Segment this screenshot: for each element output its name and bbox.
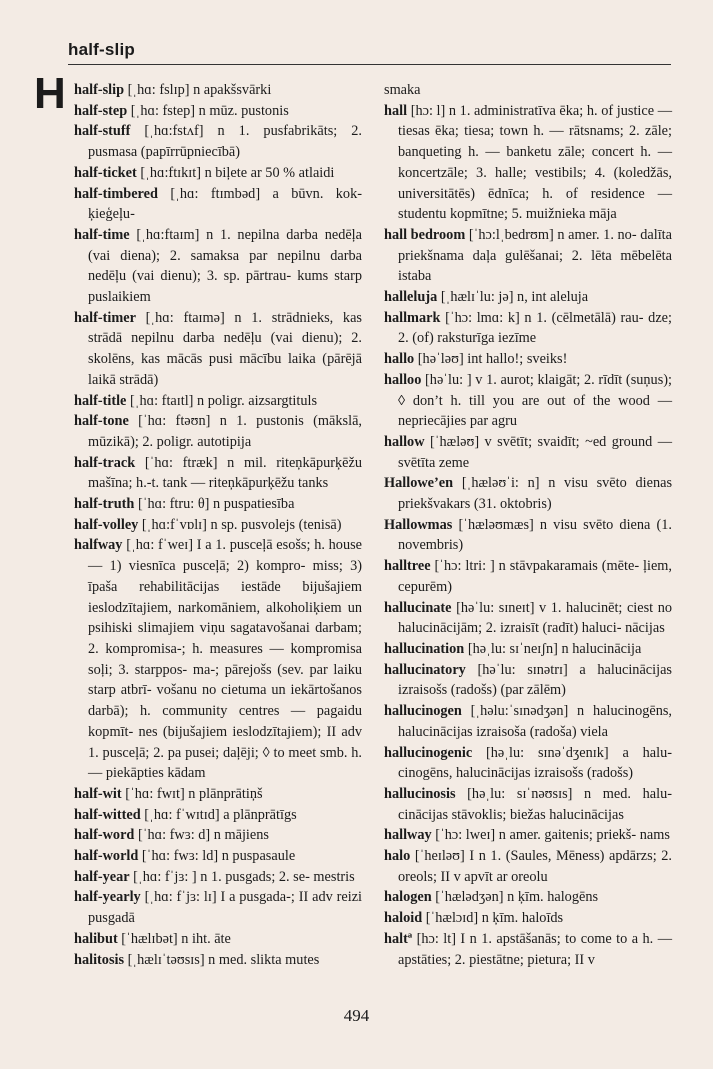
entry-headword: halo	[384, 848, 411, 865]
dictionary-entry	[74, 784, 362, 805]
dictionary-entry	[74, 825, 362, 846]
header-rule	[68, 64, 671, 65]
dictionary-entry	[384, 743, 672, 784]
entry-headword: half-timer	[74, 309, 136, 326]
entry-definition: [həˌlu: sɪnəˈdʒenɪk] a halu- cinogēns, halucinācijas izraisošs (radošs)	[398, 744, 672, 782]
entry-definition: [ˌhɑ: ftɪmbəd] a būvn. kok- ķieģeļu-	[88, 185, 362, 223]
entry-definition: [ˈhæləʊmæs] n visu svēto diena (1. novembris)	[398, 516, 672, 554]
entry-headword: halibut	[74, 930, 118, 947]
dictionary-entry	[74, 308, 362, 391]
entry-headword: hallucinatory	[384, 661, 466, 678]
entry-headword: hallucinogenic	[384, 744, 473, 761]
dictionary-entry	[74, 929, 362, 950]
entry-headword: hallucinosis	[384, 785, 456, 802]
entry-definition: [ˌhɑ: fslɪp] n apakšsvārki	[127, 82, 272, 98]
entry-definition: [ˈhɔ: ltri: ] n stāvpakaramais (mēte- ļiem, cepurēm)	[398, 558, 672, 595]
dictionary-entry	[384, 101, 672, 225]
entry-headword: hallo	[384, 351, 415, 368]
entry-headword: half-world	[74, 848, 139, 865]
dictionary-entry	[74, 411, 362, 452]
entry-definition: [ˈhælɔɪd] n ķīm. haloīds	[425, 910, 564, 927]
entry-headword: half-volley	[74, 516, 139, 533]
entry-headword: Hallowmas	[384, 516, 453, 533]
dictionary-entry	[74, 225, 362, 308]
entry-definition: [ˈhɔ: lmɑ: k] n 1. (cēlmetālā) rau- dze; 2. (of) raksturīga iezīme	[398, 309, 672, 347]
dictionary-entry	[384, 660, 672, 701]
dictionary-entry	[384, 908, 672, 929]
entry-definition: [ˌhælɪˈlu: jə] n, int aleluja	[440, 289, 589, 306]
entry-headword: half-step	[74, 102, 128, 119]
left-column	[74, 80, 362, 970]
dictionary-entry	[384, 639, 672, 660]
entry-definition: [hɔ: l] n 1. administratīva ēka; h. of justice — tiesas ēka; tiesa; town h. — rātsnams; 2. zāle; banqueting h. — banketu zāle; concert h. — koncertzāle; 3. halle; vestibils; 4. (koledžās, universitātēs) ēdnīca; h. of residence — studentu kopmītne; 5. muižnieka māja	[398, 102, 672, 223]
entry-definition: [ˈhɑ: fwɪt] n plānprātiņš	[125, 785, 263, 802]
entry-headword: hallucinogen	[384, 703, 462, 720]
dictionary-entry	[74, 515, 362, 536]
entry-definition: [həˈlu: sɪnətrɪ] a halucinācijas izraisošs (radošs) (par zālēm)	[398, 661, 672, 699]
entry-headword: half-witted	[74, 806, 141, 823]
entry-definition: [ˌhɑ: fˈjɜ: ] n 1. pusgads; 2. se- mestris	[133, 868, 355, 885]
right-column	[384, 80, 672, 970]
entry-definition: [ˌhɑ:fstʌf] n 1. pusfabrikāts; 2. pusmasa (papīrrūpniecībā)	[88, 123, 362, 161]
dictionary-entry	[74, 184, 362, 225]
entry-definition: smaka	[384, 82, 421, 98]
dictionary-entry	[384, 701, 672, 742]
entry-definition: [hɔ: lt] I n 1. apstāšanās; to come to a h. — apstāties; 2. piestātne; pietura; II v	[398, 930, 672, 968]
entry-headword: haloid	[384, 910, 423, 927]
entry-definition: [ˈhælɪbət] n iht. āte	[121, 930, 231, 947]
entry-definition: [ˌhɑ: fˈjɜ: lɪ] I a pusgada-; II adv reizi pusgadā	[88, 889, 363, 927]
entry-headword: hallway	[384, 827, 432, 844]
entry-headword: Hallowe’en	[384, 475, 454, 492]
entry-headword: half-ticket	[74, 164, 137, 181]
dictionary-entry	[74, 887, 362, 928]
dictionary-entry	[74, 494, 362, 515]
dictionary-entry	[384, 929, 672, 970]
dictionary-entry	[384, 473, 672, 514]
entry-definition: [ˈhɔ:lˌbedrʊm] n amer. 1. no- dalīta priekšnama daļa gulēšanai; 2. lēta mēbelēta istaba	[398, 226, 672, 285]
dictionary-entry	[384, 846, 672, 887]
entry-definition: [həˈlu: ] v 1. aurot; klaigāt; 2. rīdīt (suņus); ◊ don’t h. till you are out of the wood — nepriecājies par agru	[398, 371, 672, 430]
entry-definition: [ˌhɑ: fstep] n mūz. pustonis	[130, 102, 289, 119]
entry-headword: half-title	[74, 392, 127, 409]
entry-definition: [ˌhælɪˈtəʊsɪs] n med. slikta mutes	[127, 951, 320, 968]
page-number: 494	[343, 1006, 370, 1025]
entry-definition: [həˌlu: sɪˈneɪʃn] n halucinācija	[467, 640, 642, 657]
entry-headword: half-word	[74, 827, 135, 844]
entry-headword: hallucinate	[384, 599, 452, 616]
dictionary-entry	[74, 805, 362, 826]
entry-headword: half-time	[74, 226, 130, 243]
dictionary-entry	[74, 391, 362, 412]
entry-headword: half-truth	[74, 496, 135, 513]
dictionary-entry	[384, 349, 672, 370]
entry-definition: [ˈhɑ: ftræk] n mil. riteņkāpurķēžu mašīna; h.-t. tank — riteņkāpurķēžu tanks	[88, 454, 362, 492]
entry-definition: [ˌhæləʊˈi: n] n visu svēto dienas priekšvakars (31. oktobris)	[398, 475, 673, 513]
entry-headword: half-year	[74, 868, 130, 885]
dictionary-entry	[74, 163, 362, 184]
entry-definition: [ˌhɑ: ftaɪtl] n poligr. aizsargtituls	[129, 392, 318, 409]
entry-definition: [ˈheɪləʊ] I n 1. (Saules, Mēness) apdārzs; 2. oreols; II v apvīt ar oreolu	[398, 848, 672, 885]
dictionary-entry	[74, 846, 362, 867]
dictionary-entry	[74, 121, 362, 162]
entry-definition: [həˈlu: sɪneɪt] v 1. halucinēt; ciest no halucinācijām; 2. izraisīt (radīt) haluci- nācijas	[398, 599, 673, 637]
dictionary-entry	[74, 453, 362, 494]
entry-definition: [ˌhɑ:fˈvɒlɪ] n sp. pusvolejs (tenisā)	[141, 516, 342, 533]
dictionary-entry	[384, 598, 672, 639]
entry-headword: half-timbered	[74, 185, 158, 202]
entry-headword: half-track	[74, 454, 136, 471]
dictionary-entry	[384, 225, 672, 287]
entry-definition: [ˌhɑ: fˈweɪ] I a 1. pusceļā esošs; h. house — 1) viesnīca pusceļā; 2) kompro- miss; 3) īpaša rehabilitācijas iestāde bijušajiem ieslodzītajiem, narkomāniem, alkoholiķiem un psihiski slimajiem viņu sagatavošanai darbam; 2. kompromisa-; h. measures — kompromisa soļi; 3. starppos- ma-; pārejošs (sev. par laiku starp atbrī- vošanu no cietuma un iekārtošanos darbā); h. community centres — pagaidu kopmīt- nes (bijušajiem ieslodzītajiem); II adv 1. pusceļā; 2. pa pusei; daļēji; ◊ to meet smb. h. — piekāpties kādam	[88, 537, 362, 782]
entry-definition: [ˈhælədʒən] n ķīm. halogēns	[435, 889, 599, 906]
entry-headword: half-yearly	[74, 889, 141, 906]
entry-definition: [həˈləʊ] int hallo!; sveiks!	[417, 351, 568, 368]
entry-definition: [ˌhəlu:ˈsɪnədʒən] n halucinogēns, halucinācijas izraisoša (radoša) viela	[398, 703, 672, 740]
entry-headword: hall bedroom	[384, 226, 466, 243]
dictionary-entry	[74, 867, 362, 888]
entry-definition: [həˌlu: sɪˈnəʊsɪs] n med. halu- cinācijas stāvoklis; biežas halucinācijas	[398, 785, 672, 823]
entry-headword: halloo	[384, 371, 422, 388]
dictionary-entry	[384, 308, 672, 349]
dictionary-entry	[384, 515, 672, 556]
entry-headword: halfway	[74, 537, 123, 554]
entry-headword: half-wit	[74, 785, 122, 802]
entry-definition: [ˈhɑ: ftəʊn] n 1. pustonis (mākslā, mūzikā); 2. poligr. autotipija	[88, 413, 362, 450]
dictionary-entry	[384, 825, 672, 846]
entry-headword: hall	[384, 102, 408, 119]
dictionary-entry	[74, 80, 362, 101]
entry-headword: half-stuff	[74, 123, 131, 140]
dictionary-entry	[384, 784, 672, 825]
dictionary-entry	[384, 887, 672, 908]
dictionary-entry	[384, 556, 672, 597]
entry-definition: [ˌhɑ:ftɪkɪt] n biļete ar 50 % atlaidi	[140, 164, 335, 181]
entry-headword: haltª	[384, 930, 413, 947]
entry-headword: half-slip	[74, 82, 125, 98]
entry-headword: halitosis	[74, 951, 125, 968]
entry-definition: [ˈhæləʊ] v svētīt; svaidīt; ~ed ground — svētīta zeme	[398, 433, 673, 471]
thumb-index-letter: H	[34, 69, 66, 118]
running-head: half-slip	[68, 40, 135, 59]
entry-definition: [ˈhɑ: fwɜ: ld] n puspasaule	[141, 848, 296, 865]
dictionary-entry	[384, 80, 672, 101]
dictionary-entry	[74, 101, 362, 122]
entry-headword: halltree	[384, 558, 431, 575]
dictionary-entry	[74, 535, 362, 783]
entry-definition: [ˌhɑ:ftaɪm] n 1. nepilna darba nedēļa (vai diena); 2. samaksa par nepilnu darba nedēļu (vai dienu); 3. sp. pārtrau- kums starp puslaikiem	[88, 226, 362, 306]
entry-headword: hallucination	[384, 640, 465, 657]
entry-headword: hallow	[384, 433, 425, 450]
entry-definition: [ˈhɔ: lweɪ] n amer. gaitenis; priekš- nams	[435, 827, 670, 844]
entry-definition: [ˈhɑ: ftru: θ] n puspatiesība	[137, 496, 295, 513]
dictionary-entry	[384, 287, 672, 308]
entry-definition: [ˈhɑ: fwɜ: d] n mājiens	[137, 827, 269, 844]
entry-definition: [ˌhɑ: ftaɪmə] n 1. strādnieks, kas strādā nepilnu darba nedēļu (vai dienu); 2. skolēns, kas mācās pusi mācību laika (pārējā laikā strādā)	[88, 309, 362, 388]
dictionary-entry	[384, 370, 672, 432]
entry-headword: half-tone	[74, 413, 129, 430]
entry-headword: hallmark	[384, 309, 441, 326]
entry-headword: halleluja	[384, 289, 438, 306]
entry-headword: halogen	[384, 889, 432, 906]
dictionary-entry	[384, 432, 672, 473]
entry-definition: [ˌhɑ: fˈwɪtɪd] a plānprātīgs	[144, 806, 297, 823]
dictionary-entry	[74, 950, 362, 971]
